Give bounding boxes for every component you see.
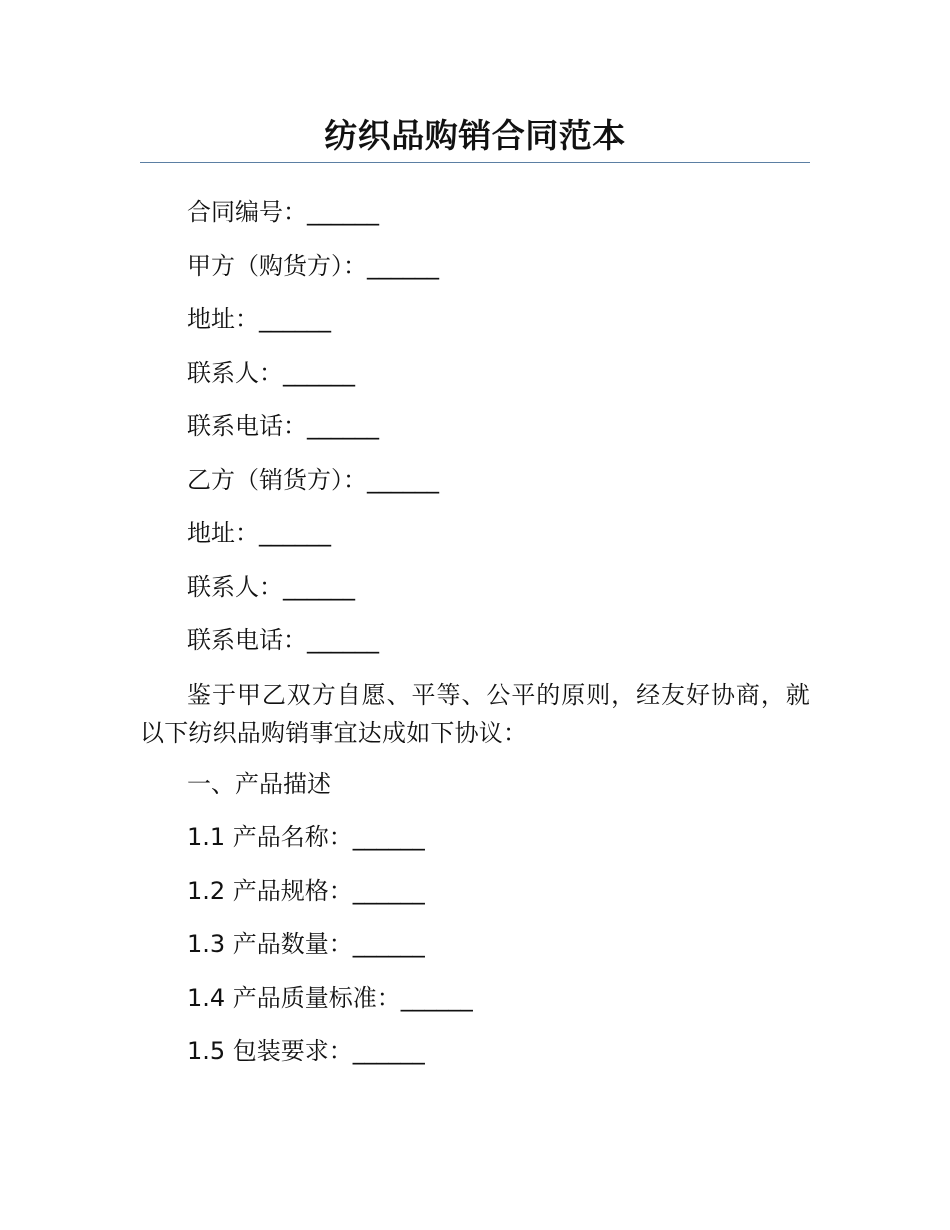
section-heading: 一、产品描述 bbox=[187, 769, 331, 798]
party-b-contact-field: 联系人：______ bbox=[187, 572, 355, 601]
product-spec-item: 1.2 产品规格：______ bbox=[187, 876, 425, 905]
contract-number-field: 合同编号：______ bbox=[187, 198, 379, 226]
document-title: 纺织品购销合同范本 bbox=[324, 116, 626, 155]
party-a-contact-field: 联系人：______ bbox=[187, 358, 355, 387]
contract-body bbox=[140, 194, 810, 1087]
product-quality-item: 1.4 产品质量标准：______ bbox=[187, 983, 473, 1012]
intro-paragraph: 鉴于甲乙双方自愿、平等、公平的原则，经友好协商，就以下纺织品购销事宜达成如下协议： bbox=[140, 680, 810, 747]
party-a-address-field: 地址：______ bbox=[187, 305, 331, 333]
party-a-phone-field: 联系电话：______ bbox=[187, 412, 379, 440]
party-b-field: 乙方（销货方）：______ bbox=[187, 465, 439, 494]
party-a-field: 甲方（购货方）：______ bbox=[187, 251, 439, 280]
title-underline bbox=[140, 162, 810, 163]
packaging-item: 1.5 包装要求：______ bbox=[187, 1037, 425, 1065]
party-b-address-field: 地址：______ bbox=[187, 519, 331, 547]
product-quantity-item: 1.3 产品数量：______ bbox=[187, 930, 425, 958]
product-name-item: 1.1 产品名称：______ bbox=[187, 823, 425, 851]
party-b-phone-field: 联系电话：______ bbox=[187, 626, 379, 654]
